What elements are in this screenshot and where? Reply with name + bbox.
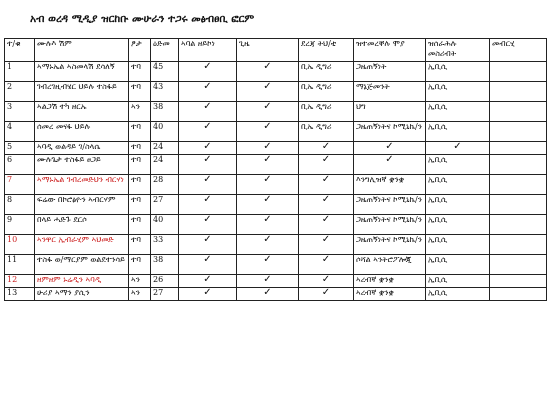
member-check-icon: ✓ (179, 155, 237, 175)
workplace-cell: ኢቢሲ (426, 255, 490, 275)
header-member: ኣባል ዘይኮነ (179, 39, 237, 62)
profession-cell: ኣረብኛ ቋንቋ (354, 288, 426, 301)
time-check-icon: ✓ (237, 235, 299, 255)
education-cell: ✓ (299, 275, 354, 288)
full-name-cell: ኣንዋር ኢብራሂም ኣህመድ (35, 235, 129, 255)
remark-cell (490, 235, 547, 255)
remark-cell (490, 195, 547, 215)
header-remark: መብርሂ (490, 39, 547, 62)
age-cell: 45 (151, 62, 179, 82)
sex-cell: ኣን (129, 288, 151, 301)
table-row (5, 122, 547, 142)
sex-cell: ኣን (129, 102, 151, 122)
full-name-cell: ኣማኑኤል ኣስመላሽ ደሳለኝ (35, 62, 129, 82)
row-number: 1 (5, 62, 35, 82)
profession-cell: ጋዜጠኝነት (354, 62, 426, 82)
full-name-cell: ሰመረ መናፋ ህይሉ (35, 122, 129, 142)
remark-cell (490, 62, 547, 82)
education-cell: ✓ (299, 288, 354, 301)
age-cell: 40 (151, 122, 179, 142)
full-name-cell: ኣልጋሽ ተካ ዘርኡ (35, 102, 129, 122)
row-number: 3 (5, 102, 35, 122)
member-check-icon: ✓ (179, 288, 237, 301)
table-row (5, 235, 547, 255)
header-sex: ፆታ (129, 39, 151, 62)
profession-cell: ✓ (354, 142, 426, 155)
time-check-icon: ✓ (237, 102, 299, 122)
age-cell: 24 (151, 142, 179, 155)
age-cell: 43 (151, 82, 179, 102)
time-check-icon: ✓ (237, 142, 299, 155)
member-check-icon: ✓ (179, 102, 237, 122)
sex-cell: ተባ (129, 142, 151, 155)
member-check-icon: ✓ (179, 195, 237, 215)
header-full-name: ሙሉእ ሽም (35, 39, 129, 62)
row-number: 9 (5, 215, 35, 235)
education-cell: ቢኤ ዲግሪ (299, 122, 354, 142)
profession-cell: ህግ (354, 102, 426, 122)
education-cell: ✓ (299, 215, 354, 235)
row-number: 10 (5, 235, 35, 255)
table-row (5, 195, 547, 215)
full-name-cell: ፍሬው በኮሮፅዮን ኣብርሃም (35, 195, 129, 215)
workplace-cell: ኢቢሲ (426, 175, 490, 195)
table-body (5, 62, 547, 301)
remark-cell (490, 82, 547, 102)
time-check-icon: ✓ (237, 155, 299, 175)
remark-cell (490, 142, 547, 155)
member-check-icon: ✓ (179, 62, 237, 82)
member-check-icon: ✓ (179, 215, 237, 235)
table-row (5, 275, 547, 288)
row-number: 2 (5, 82, 35, 102)
row-number: 6 (5, 155, 35, 175)
time-check-icon: ✓ (237, 275, 299, 288)
workplace-cell: ✓ (426, 142, 490, 155)
header-time: ጊዜ (237, 39, 299, 62)
row-number: 8 (5, 195, 35, 215)
remark-cell (490, 288, 547, 301)
profession-cell: ጋዜጠኝነትና ኮሚኒኬ/ን (354, 235, 426, 255)
workplace-cell: ኢቢሲ (426, 82, 490, 102)
table-row (5, 155, 547, 175)
age-cell: 40 (151, 215, 179, 235)
education-cell: ✓ (299, 175, 354, 195)
time-check-icon: ✓ (237, 122, 299, 142)
profession-cell: ጋዜጠኝነትና ኮሚኒኬ/ን (354, 122, 426, 142)
remark-cell (490, 155, 547, 175)
full-name-cell: ገብረገዚብሄር ህይሉ ተስፋይ (35, 82, 129, 102)
age-cell: 38 (151, 255, 179, 275)
workplace-cell: ኢቢሲ (426, 288, 490, 301)
table-row (5, 215, 547, 235)
header-age: ዕድመ (151, 39, 179, 62)
profession-cell: ማኔጅመንት (354, 82, 426, 102)
document-title: አብ ወረዳ ሚዲያ ዝርከቡ ሙሁራን ተጋሩ መፅብፀቢ ፎርም (30, 13, 255, 25)
education-cell: ቢኤ ዲግሪ (299, 102, 354, 122)
table-row (5, 175, 547, 195)
full-name-cell: በላይ ሓድጉ ደርሶ (35, 215, 129, 235)
table-row (5, 142, 547, 155)
row-number: 11 (5, 255, 35, 275)
sex-cell: ተባ (129, 122, 151, 142)
full-name-cell: ሁሪያ ኣማን ያሲን (35, 288, 129, 301)
row-number: 5 (5, 142, 35, 155)
member-check-icon: ✓ (179, 275, 237, 288)
age-cell: 27 (151, 288, 179, 301)
sex-cell: ተባ (129, 155, 151, 175)
workplace-cell: ኢቢሲ (426, 62, 490, 82)
remark-cell (490, 175, 547, 195)
education-cell: ✓ (299, 235, 354, 255)
time-check-icon: ✓ (237, 175, 299, 195)
time-check-icon: ✓ (237, 82, 299, 102)
profession-cell: ጋዜጠኝነትና ኮሚኒኬ/ን (354, 215, 426, 235)
time-check-icon: ✓ (237, 195, 299, 215)
profession-cell: ✓ (354, 155, 426, 175)
member-check-icon: ✓ (179, 255, 237, 275)
age-cell: 28 (151, 175, 179, 195)
education-cell: ቢኤ ዲግሪ (299, 82, 354, 102)
profession-cell: ሶሻል ኣንትሮፖሎጂ (354, 255, 426, 275)
time-check-icon: ✓ (237, 62, 299, 82)
header-row (5, 39, 547, 62)
header-profession: ዝተመረቐሉ ሞያ (354, 39, 426, 62)
sex-cell: ተባ (129, 175, 151, 195)
header-workplace: ዝሰራሕሉ መስሪብት (426, 39, 490, 62)
full-name-cell: ሙሉጌታ ተስፋይ ፀጋይ (35, 155, 129, 175)
table-row (5, 255, 547, 275)
profession-cell: እንግሊዝኛ ቋንቋ (354, 175, 426, 195)
remark-cell (490, 215, 547, 235)
time-check-icon: ✓ (237, 215, 299, 235)
sex-cell: ተባ (129, 82, 151, 102)
workplace-cell: ኢቢሲ (426, 195, 490, 215)
row-number: 4 (5, 122, 35, 142)
education-cell: ✓ (299, 195, 354, 215)
education-cell: ✓ (299, 255, 354, 275)
remark-cell (490, 122, 547, 142)
remark-cell (490, 102, 547, 122)
age-cell: 33 (151, 235, 179, 255)
sex-cell: ተባ (129, 62, 151, 82)
education-cell: ✓ (299, 155, 354, 175)
workplace-cell: ኢቢሲ (426, 102, 490, 122)
sex-cell: ተባ (129, 235, 151, 255)
member-check-icon: ✓ (179, 82, 237, 102)
sex-cell: ኣን (129, 275, 151, 288)
sex-cell: ተባ (129, 195, 151, 215)
remark-cell (490, 275, 547, 288)
workplace-cell: ኢቢሲ (426, 275, 490, 288)
time-check-icon: ✓ (237, 255, 299, 275)
row-number: 12 (5, 275, 35, 288)
age-cell: 26 (151, 275, 179, 288)
table-row (5, 62, 547, 82)
header-number: ተ/ቁ (5, 39, 35, 62)
workplace-cell: ኢቢሲ (426, 155, 490, 175)
workplace-cell: ኢቢሲ (426, 235, 490, 255)
full-name-cell: ተስፋ ወ/ማርያም ወልደተንሳይ (35, 255, 129, 275)
registration-table (4, 38, 547, 301)
header-education-level: ደረጃ ትህ/ቲ (299, 39, 354, 62)
full-name-cell: ኣማኑኤል ገብረመድህን ብርሃነ (35, 175, 129, 195)
sex-cell: ተባ (129, 215, 151, 235)
time-check-icon: ✓ (237, 288, 299, 301)
sex-cell: ተባ (129, 255, 151, 275)
profession-cell: ጋዜጠኝነትና ኮሚኒኬ/ን (354, 195, 426, 215)
education-cell: ቢኤ ዲግሪ (299, 62, 354, 82)
full-name-cell: ዘምዘም ኑሬዲን ኣባዲ (35, 275, 129, 288)
age-cell: 27 (151, 195, 179, 215)
remark-cell (490, 255, 547, 275)
member-check-icon: ✓ (179, 235, 237, 255)
full-name-cell: ኣባዲ ወልዳይ ገ/ስላሴ (35, 142, 129, 155)
table-row (5, 288, 547, 301)
member-check-icon: ✓ (179, 142, 237, 155)
profession-cell: ኣረብኛ ቋንቋ (354, 275, 426, 288)
age-cell: 24 (151, 155, 179, 175)
row-number: 7 (5, 175, 35, 195)
row-number: 13 (5, 288, 35, 301)
workplace-cell: ኢቢሲ (426, 215, 490, 235)
table-row (5, 82, 547, 102)
workplace-cell: ኢቢሲ (426, 122, 490, 142)
table-row (5, 102, 547, 122)
age-cell: 38 (151, 102, 179, 122)
member-check-icon: ✓ (179, 122, 237, 142)
education-cell: ✓ (299, 142, 354, 155)
member-check-icon: ✓ (179, 175, 237, 195)
